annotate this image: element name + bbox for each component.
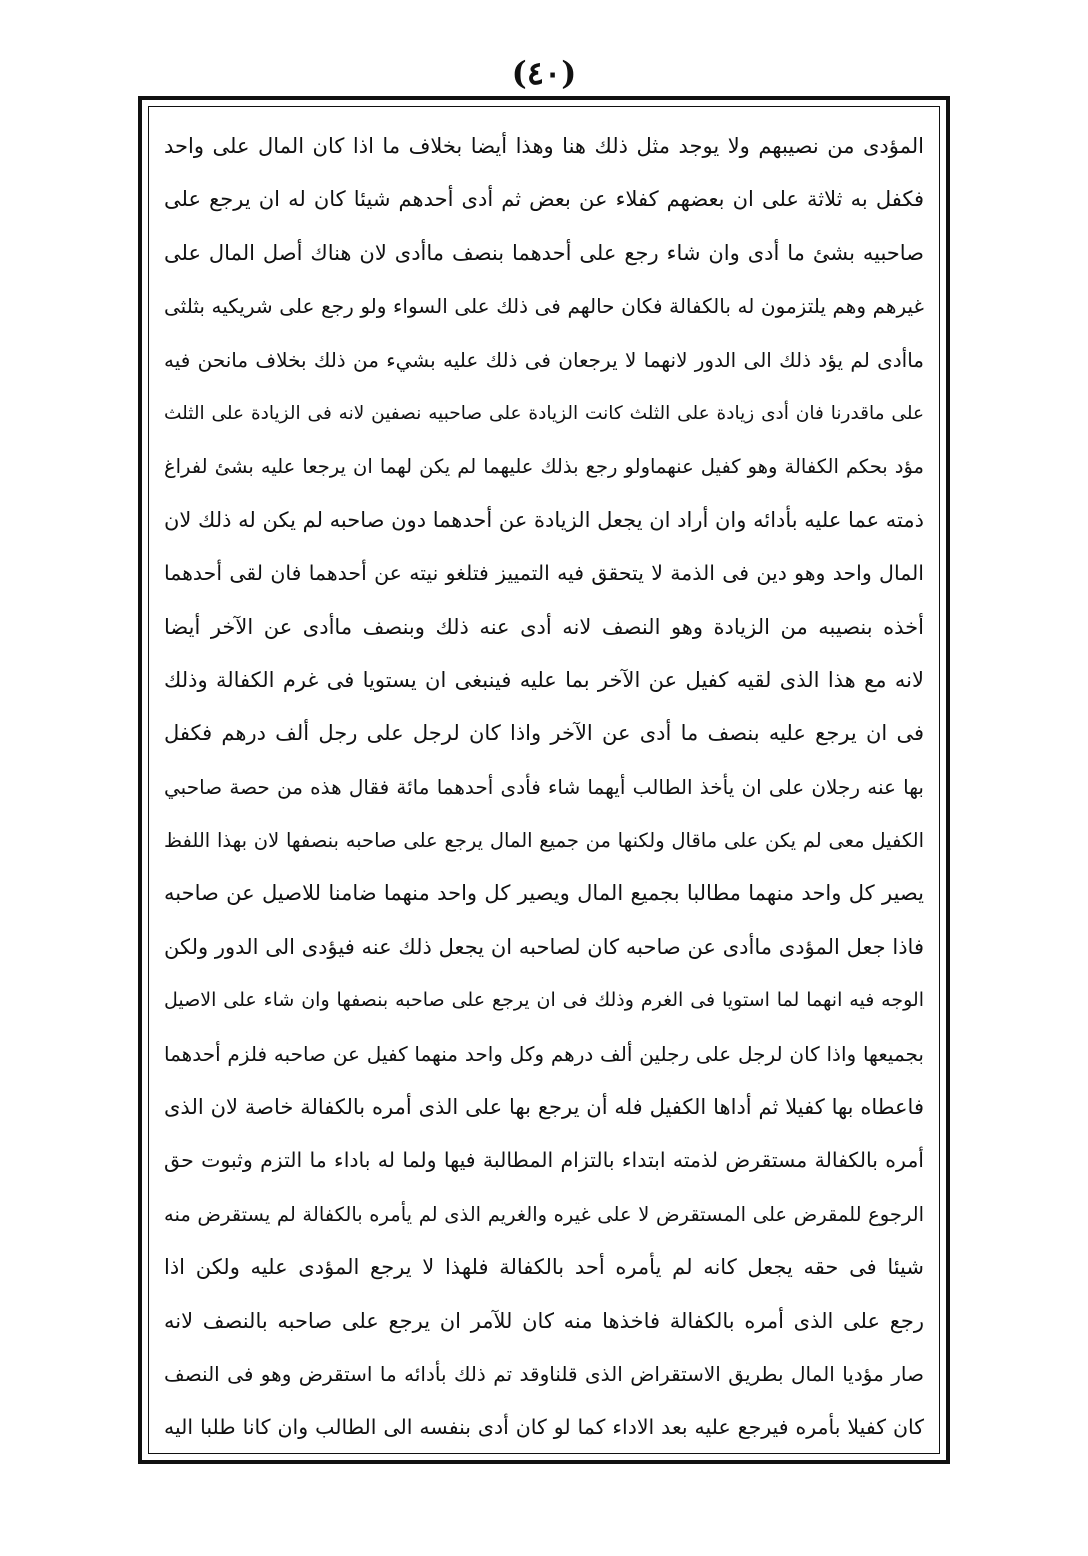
text-line: الكفيل معى لم يكن على ماقال ولكنها من جميع المال يرجع على صاحبه بنصفها لان بهذا اللفظ — [164, 829, 924, 853]
text-line: غيرهم وهم يلتزمون له بالكفالة فكان حالهم فى ذلك على السواء ولو رجع على شريكيه بثلثى — [164, 294, 924, 319]
text-line: ماأدى لم يؤد ذلك الى الدور لانهما لا يرجعان فى ذلك عليه بشيء من ذلك بخلاف مانحن فيه — [164, 347, 924, 372]
text-line: الرجوع للمقرض على المستقرض لا على غيره والغريم الذى لم يأمره بالكفالة لم يستقرض منه — [164, 1202, 924, 1226]
text-line: كان كفيلا بأمره فيرجع عليه بعد الاداء كما لو كان أدى بنفسه الى الطالب وان كانا طلبا اليه — [164, 1415, 924, 1440]
text-line: أخذه بنصيبه من الزيادة وهو النصف لانه أدى عنه ذلك وبنصف ماأدى عن الآخر أيضا — [164, 614, 924, 639]
text-line: المؤدى من نصيبهم ولا يوجد مثل ذلك هنا وهذا أيضا بخلاف ما اذا كان المال على واحد — [164, 134, 924, 158]
text-line: بها عنه رجلان على ان يأخذ الطالب أيهما شاء فأدى أحدهما مائة فقال هذه من حصة صاحبي — [164, 774, 924, 799]
text-line: مؤد بحكم الكفالة وهو كفيل عنهماولو رجع بذلك عليهما لم يكن لهما ان يرجعا عليه بشئ لفراغ — [164, 455, 924, 479]
text-line: بجميعها واذا كان لرجل على رجلين ألف درهم وكل واحد منهما كفيل عن صاحبه فلزم أحدهما — [164, 1041, 924, 1066]
body-text — [150, 120, 938, 1440]
text-line: صار مؤديا المال بطريق الاستقراض الذى قلناوقد تم ذلك بأدائه ما استقرض وهو فى النصف — [164, 1361, 924, 1386]
text-line: على ماقدرنا فان أدى زيادة على الثلث كانت الزيادة على صاحبيه نصفين لانه فى الزيادة على الثلث — [164, 402, 924, 424]
text-line: صاحبيه بشئ ما أدى وان شاء رجع على أحدهما بنصف ماأدى لان هناك أصل المال على — [164, 240, 924, 265]
text-line: فاذا جعل المؤدى ماأدى عن صاحبه كان لصاحبه ان يجعل ذلك عنه فيؤدى الى الدور ولكن — [164, 934, 924, 959]
text-line: يصير كل واحد منهما مطالبا بجميع المال ويصير كل واحد منهما ضامنا للاصيل عن صاحبه — [164, 881, 924, 906]
page-number: (٤٠) — [511, 54, 577, 92]
text-line: فاعطاه بها كفيلا ثم أداها الكفيل فله أن يرجع بها على الذى أمره بالكفالة خاصة لان الذى — [164, 1095, 924, 1120]
text-line: رجع على الذى أمره بالكفالة فاخذها منه كان للآمر ان يرجع على صاحبه بالنصف لانه — [164, 1308, 924, 1333]
text-line: المال واحد وهو دين فى الذمة لا يتحقق فيه التمييز فتلغو نيته عن أحدهما فان لقى أحدهما — [164, 561, 924, 586]
text-line: لانه مع هذا الذى لقيه كفيل عن الآخر بما عليه فينبغى ان يستويا فى غرم الكفالة وذلك — [164, 667, 924, 692]
text-line: شيئا فى حقه يجعل كانه لم يأمره أحد بالكفالة فلهذا لا يرجع المؤدى عليه ولكن اذا — [164, 1255, 924, 1280]
text-line: ذمته عما عليه بأدائه وان أراد ان يجعل الزيادة عن أحدهما دون صاحبه لم يكن له ذلك لان — [163, 507, 924, 532]
text-line: أمره بالكفالة مستقرض لذمته ابتداء بالتزام المطالبة فيها ولما له باداء ما التزم وثبوت حق — [164, 1148, 924, 1173]
text-line: الوجه فيه انهما لما استويا فى الغرم وذلك فى ان يرجع على صاحبه بنصفها وان شاء على الاصيل — [164, 989, 924, 1012]
text-line: فكفل به ثلاثة على ان بعضهم كفلاء عن بعض ثم أدى أحدهم شيئا كان له ان يرجع على — [164, 187, 924, 212]
text-line: فى ان يرجع عليه بنصف ما أدى عن الآخر واذا كان لرجل على رجل ألف درهم فكفل — [164, 721, 924, 746]
